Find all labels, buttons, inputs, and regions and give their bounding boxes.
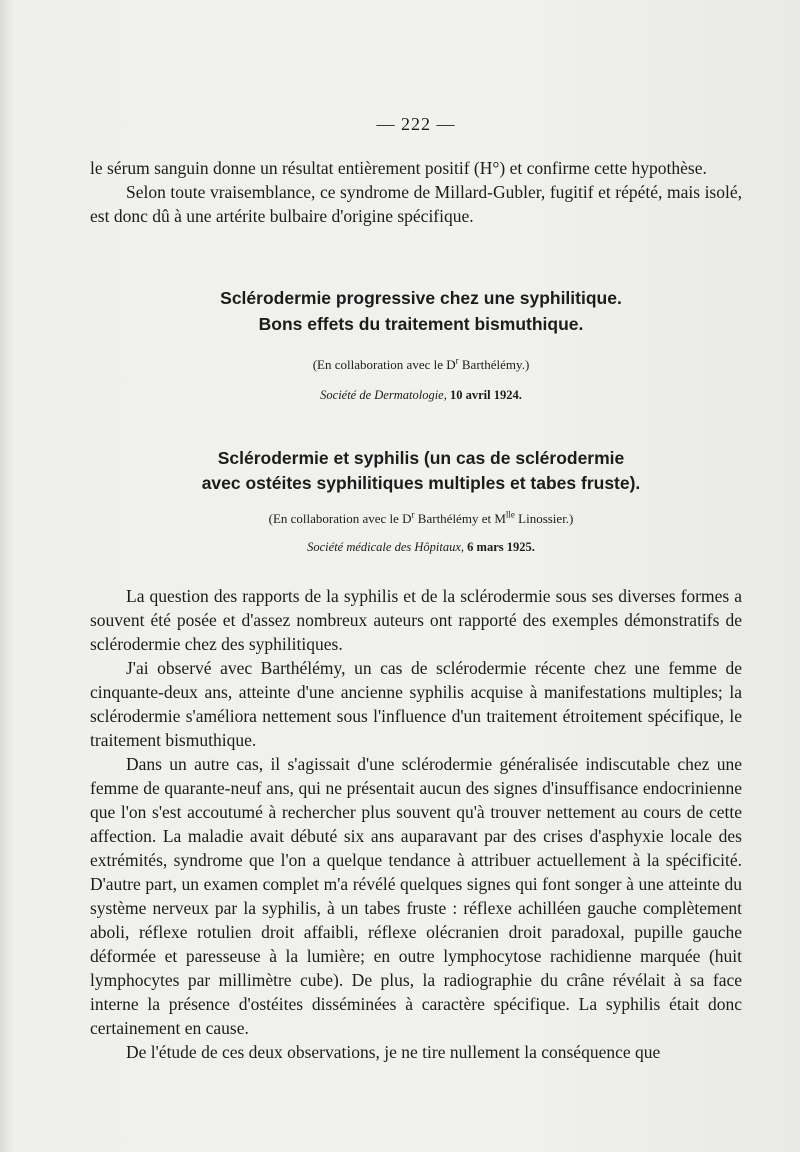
top-text-block (90, 156, 742, 228)
section2-title-line2: avec ostéites syphilitiques multiples et tabes fruste). (201, 473, 641, 493)
publication-date: 6 mars 1925. (467, 540, 535, 554)
paragraph: Selon toute vraisemblance, ce syndrome de Millard-Gubler, fugitif et répété, mais isolé, est donc dû à une artérite bulbaire d'origine spécifique. (90, 182, 742, 226)
collab-suffix: Barthélémy.) (458, 357, 530, 372)
paragraph: Dans un autre cas, il s'agissait d'une sclérodermie généralisée indiscutable chez une femme de quarante-neuf ans, qui ne présentait aucun des signes d'insuffisance endocrinienne que l'on s'est accoutumé à rechercher plus souvent qu'à trouver nettement au cours de cette affection. La maladie avait débuté six ans auparavant par des crises d'asphyxie locale des extrémités, syndrome que l'on a quelque tendance à attribuer actuellement à la spécificité. D'autre part, un examen complet m'a révélé quelques signes qui font songer à une atteinte du système nerveux par la syphilis, à un tabes fruste : réflexe achilléen gauche complètement aboli, réflexe rotulien droit affaibli, réflexe olécranien droit paradoxal, pupille gauche déformée et paresseuse à la lumière; en outre lymphocytose rachidienne marquée (huit lymphocytes par millimètre cube). De plus, la radiographie du crâne révélait à sa face interne la présence d'ostéites disséminées à caractère spécifique. La syphilis était donc certainement en cause. (90, 754, 742, 1038)
paragraph: J'ai observé avec Barthélémy, un cas de sclérodermie récente chez une femme de cinquante-deux ans, atteinte d'une ancienne syphilis acquise à manifestations multiples; la sclérodermie s'améliora nettement sous l'influence d'un traitement étroitement spécifique, le traitement bismuthique. (90, 658, 742, 750)
section1-source (90, 386, 752, 404)
collab-prefix: (En collaboration avec le D (268, 511, 412, 526)
section2-title-line1: Sclérodermie et syphilis (un cas de sclérodermie (217, 448, 625, 468)
page-number: — 222 — (376, 114, 456, 134)
collab-suffix: Linossier.) (514, 511, 574, 526)
collab-superscript: r (411, 509, 415, 520)
collab-middle: Barthélémy et M (414, 511, 506, 526)
journal-name: Société de Dermatologie, (320, 388, 447, 402)
collab-superscript: r (455, 355, 459, 366)
collab-prefix: (En collaboration avec le D (312, 357, 456, 372)
section1-collaboration (90, 356, 752, 374)
section2-collaboration (90, 510, 752, 528)
paragraph: De l'étude de ces deux observations, je ne tire nullement la conséquence que (126, 1042, 661, 1062)
paragraph: La question des rapports de la syphilis et de la sclérodermie sous ses diverses formes a souvent été posée et d'assez nombreux auteurs ont rapporté des exemples démonstratifs de sclérodermie chez des syphilitiques. (90, 586, 742, 654)
publication-date: 10 avril 1924. (449, 388, 522, 402)
section1-title-line1: Sclérodermie progressive chez une syphilitique. (220, 288, 622, 308)
section2-source (90, 538, 752, 556)
main-text-block (90, 584, 742, 1064)
paragraph: le sérum sanguin donne un résultat entièrement positif (H°) et confirme cette hypothèse. (90, 158, 707, 178)
collab-superscript: lle (505, 509, 515, 520)
journal-name: Société médicale des Hôpitaux, (307, 540, 465, 554)
section1-title-line2: Bons effets du traitement bismuthique. (258, 314, 584, 334)
